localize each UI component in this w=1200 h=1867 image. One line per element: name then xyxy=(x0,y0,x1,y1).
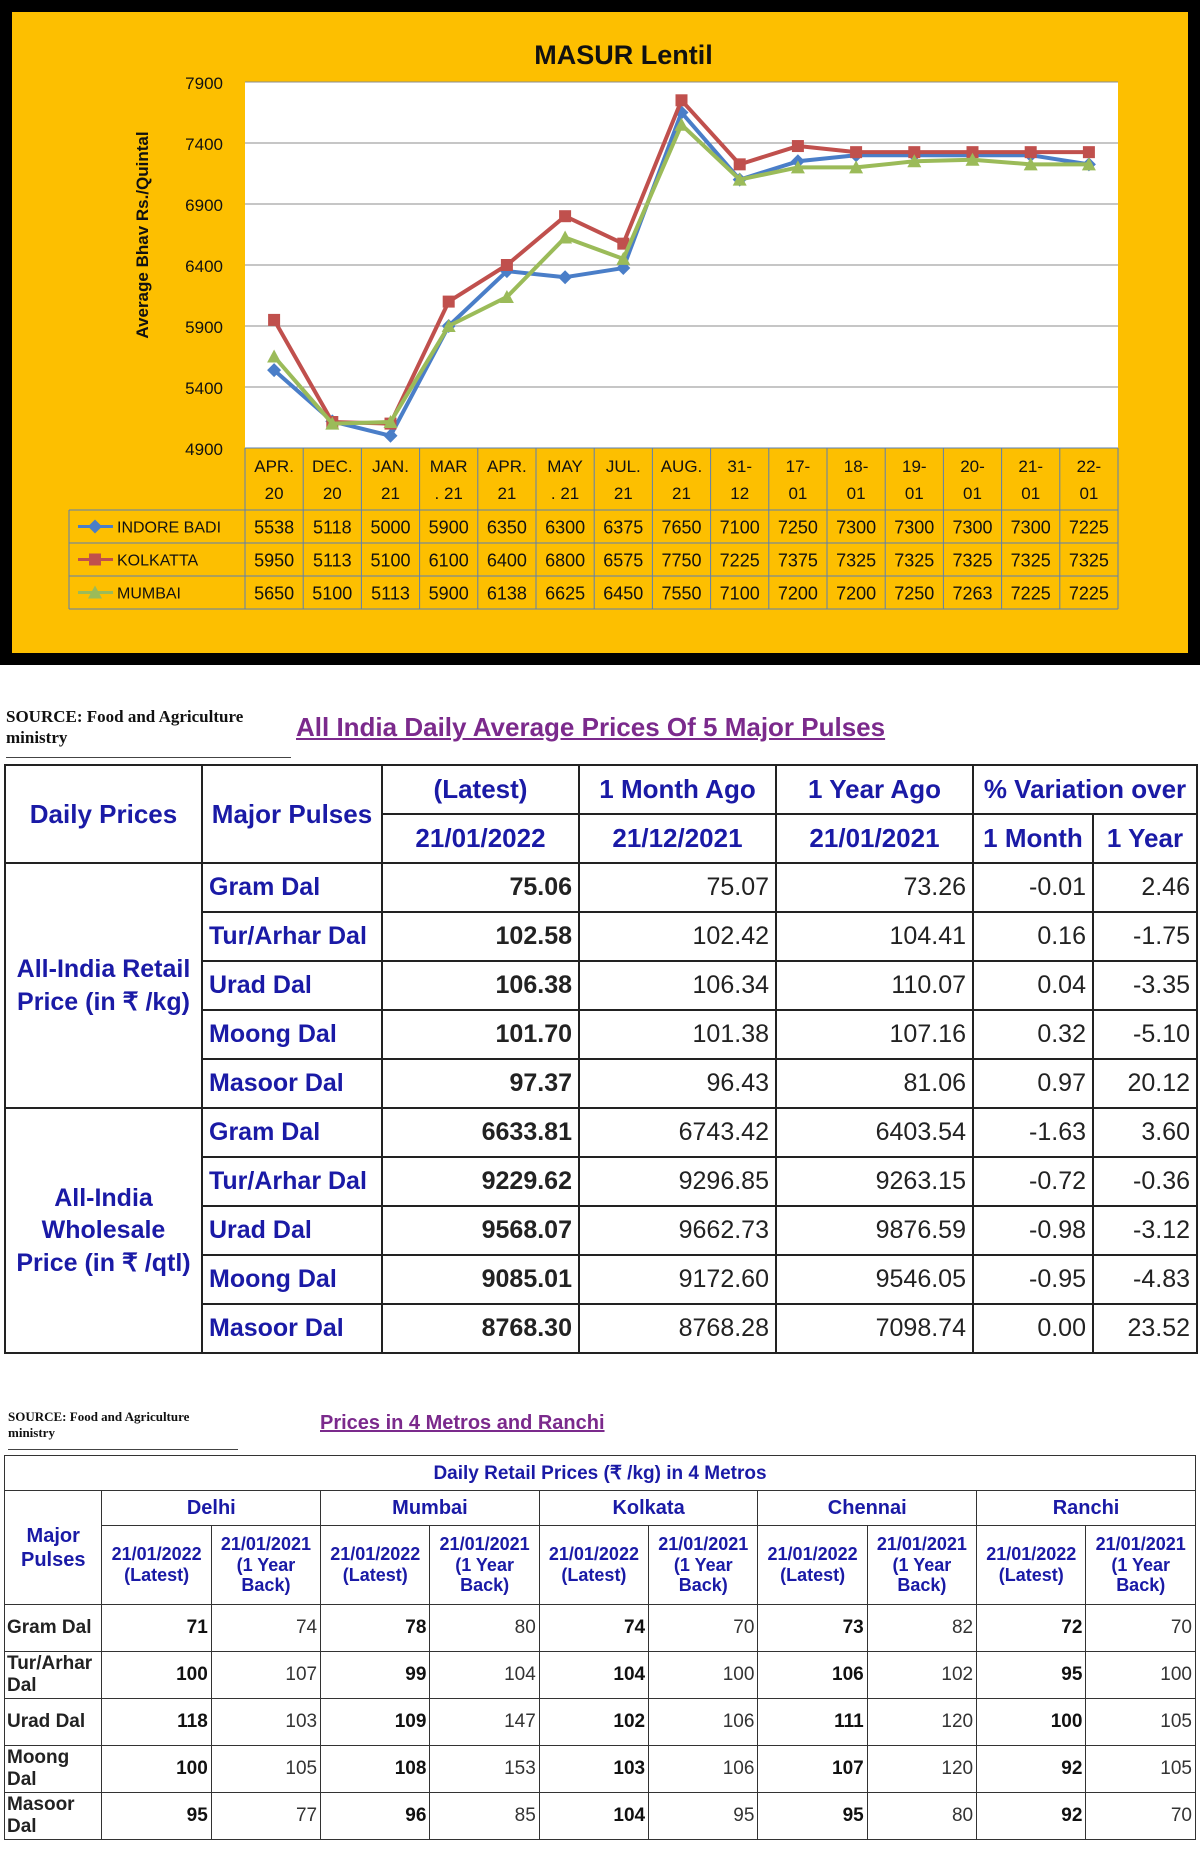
x-tick-label: . 21 xyxy=(434,484,463,503)
data-table-value: 7263 xyxy=(952,583,993,604)
header-line: 21/01/2021 xyxy=(220,1533,311,1554)
header-line: Back) xyxy=(460,1575,510,1596)
latest-price: 9229.62 xyxy=(382,1157,579,1206)
year-back-price: 120 xyxy=(867,1699,976,1746)
latest-price: 101.70 xyxy=(382,1010,579,1059)
variation-month: 0.16 xyxy=(973,912,1093,961)
year-back-date-header xyxy=(649,1526,758,1605)
year-back-date-header xyxy=(430,1526,539,1605)
data-point xyxy=(850,146,862,158)
year-ago-price: 81.06 xyxy=(776,1059,973,1108)
header-line: 21/01/2021 xyxy=(658,1533,749,1554)
header-line: (1 Year xyxy=(1111,1554,1171,1575)
data-point xyxy=(559,210,571,222)
latest-price: 73 xyxy=(758,1605,867,1652)
price-group-label: All-India Wholesale Price (in ₹ /qtl) xyxy=(5,1108,202,1353)
city-header: Delhi xyxy=(102,1491,321,1526)
latest-price: 103 xyxy=(539,1746,648,1793)
source-note-metros xyxy=(8,1409,189,1442)
source-line: ministry xyxy=(6,728,68,748)
variation-month: 0.00 xyxy=(973,1304,1093,1353)
latest-date-header xyxy=(758,1526,867,1605)
data-table-value: 7550 xyxy=(661,583,702,604)
x-tick-label: APR. xyxy=(254,457,294,476)
table-row xyxy=(5,1699,1196,1746)
source-line: SOURCE: Food and Agriculture xyxy=(6,707,244,726)
x-tick-label: . 21 xyxy=(550,484,580,503)
x-tick-label: 01 xyxy=(1021,484,1041,503)
latest-price: 8768.30 xyxy=(382,1304,579,1353)
source-line: ministry xyxy=(8,1425,55,1441)
year-back-price: 153 xyxy=(430,1746,539,1793)
year-back-price: 102 xyxy=(867,1652,976,1699)
x-tick-label: AUG. xyxy=(660,457,703,476)
year-back-price: 77 xyxy=(211,1793,320,1840)
data-point xyxy=(268,314,280,326)
data-table-value: 5900 xyxy=(428,583,469,604)
pulse-name: Urad Dal xyxy=(202,1206,382,1255)
legend-label: MUMBAI xyxy=(117,585,181,603)
x-tick-label: JAN. xyxy=(372,457,409,476)
x-tick-label: 01 xyxy=(846,484,866,503)
x-tick-label: JUL. xyxy=(605,457,641,476)
y-tick-label: 7400 xyxy=(185,135,223,154)
latest-price: 109 xyxy=(321,1699,430,1746)
latest-price: 78 xyxy=(321,1605,430,1652)
year-ago-price: 9546.05 xyxy=(776,1255,973,1304)
header-line: 21/01/2021 xyxy=(1095,1533,1186,1554)
variation-year: -3.35 xyxy=(1093,961,1197,1010)
header-daily-prices: Daily Prices xyxy=(5,765,202,863)
pulse-name: Masoor Dal xyxy=(5,1793,102,1840)
year-ago-price: 9876.59 xyxy=(776,1206,973,1255)
header-latest-date: 21/01/2022 xyxy=(382,814,579,863)
latest-price: 95 xyxy=(977,1652,1086,1699)
x-tick-label: 21 xyxy=(497,484,517,503)
legend-label: INDORE BADI xyxy=(117,519,222,537)
x-tick-label: 22- xyxy=(1076,457,1102,476)
month-ago-price: 6743.42 xyxy=(579,1108,776,1157)
latest-price: 6633.81 xyxy=(382,1108,579,1157)
data-point xyxy=(676,94,688,106)
data-table-value: 7325 xyxy=(836,550,877,571)
data-table-value: 7325 xyxy=(1010,550,1051,571)
header-line: (Latest) xyxy=(124,1565,190,1585)
latest-price: 95 xyxy=(102,1793,211,1840)
year-back-price: 100 xyxy=(649,1652,758,1699)
x-tick-label: APR. xyxy=(487,457,527,476)
variation-year: -5.10 xyxy=(1093,1010,1197,1059)
chart-area xyxy=(12,12,1188,653)
chart-title: MASUR Lentil xyxy=(534,40,713,70)
data-point xyxy=(792,140,804,152)
x-tick-label: 01 xyxy=(1079,484,1099,503)
pulse-name: Tur/Arhar Dal xyxy=(202,1157,382,1206)
y-tick-label: 6400 xyxy=(185,257,223,276)
data-table-value: 7300 xyxy=(894,517,935,538)
x-tick-label: 20 xyxy=(322,484,342,503)
data-table-value: 7250 xyxy=(894,583,935,604)
pulse-name: Urad Dal xyxy=(5,1699,102,1746)
x-tick-label: 17- xyxy=(785,457,811,476)
source-note-pulses xyxy=(6,706,243,749)
month-ago-price: 102.42 xyxy=(579,912,776,961)
latest-price: 95 xyxy=(758,1793,867,1840)
header-line: 21/01/2022 xyxy=(330,1544,421,1565)
y-tick-label: 4900 xyxy=(185,440,223,459)
header-line: 21/01/2022 xyxy=(767,1544,858,1565)
year-back-price: 105 xyxy=(1086,1746,1196,1793)
pulse-name: Masoor Dal xyxy=(202,1059,382,1108)
x-tick-label: 01 xyxy=(904,484,924,503)
data-table-value: 7100 xyxy=(719,517,760,538)
year-back-price: 100 xyxy=(1086,1652,1196,1699)
data-table-value: 5100 xyxy=(312,583,353,604)
year-back-price: 120 xyxy=(867,1746,976,1793)
header-latest: (Latest) xyxy=(382,765,579,814)
latest-price: 96 xyxy=(321,1793,430,1840)
table-row xyxy=(5,1793,1196,1840)
year-back-price: 105 xyxy=(211,1746,320,1793)
x-tick-label: 31- xyxy=(727,457,752,476)
year-back-price: 106 xyxy=(649,1699,758,1746)
variation-month: -0.98 xyxy=(973,1206,1093,1255)
data-table-value: 7300 xyxy=(952,517,993,538)
data-point xyxy=(501,259,513,271)
data-table-value: 6375 xyxy=(603,517,644,538)
x-tick-label: 20- xyxy=(960,457,985,476)
chart-panel xyxy=(0,0,1200,665)
header-line: (1 Year xyxy=(673,1554,733,1575)
data-table-value: 6575 xyxy=(603,550,644,571)
latest-date-header xyxy=(321,1526,430,1605)
data-table-value: 7375 xyxy=(777,550,818,571)
city-header: Chennai xyxy=(758,1491,977,1526)
latest-price: 111 xyxy=(758,1699,867,1746)
city-header: Mumbai xyxy=(321,1491,540,1526)
latest-price: 102 xyxy=(539,1699,648,1746)
latest-price: 102.58 xyxy=(382,912,579,961)
year-back-price: 70 xyxy=(649,1605,758,1652)
year-back-price: 85 xyxy=(430,1793,539,1840)
variation-year: -0.36 xyxy=(1093,1157,1197,1206)
pulse-name: Moong Dal xyxy=(202,1255,382,1304)
data-table-value: 6300 xyxy=(545,517,586,538)
source-line: SOURCE: Food and Agriculture xyxy=(8,1409,190,1424)
data-table-value: 5113 xyxy=(312,550,352,571)
header-var-month: 1 Month xyxy=(973,814,1093,863)
latest-price: 100 xyxy=(977,1699,1086,1746)
latest-price: 92 xyxy=(977,1746,1086,1793)
latest-price: 99 xyxy=(321,1652,430,1699)
variation-year: 23.52 xyxy=(1093,1304,1197,1353)
variation-year: 2.46 xyxy=(1093,863,1197,912)
table-row xyxy=(5,1746,1196,1793)
header-line: (1 Year xyxy=(236,1554,296,1575)
pulse-name: Gram Dal xyxy=(202,1108,382,1157)
data-table-value: 7200 xyxy=(836,583,877,604)
year-ago-price: 73.26 xyxy=(776,863,973,912)
header-year-date: 21/01/2021 xyxy=(776,814,973,863)
data-table-value: 7250 xyxy=(777,517,818,538)
x-tick-label: 12 xyxy=(730,484,750,503)
variation-year: -3.12 xyxy=(1093,1206,1197,1255)
latest-price: 72 xyxy=(977,1605,1086,1652)
city-header: Ranchi xyxy=(977,1491,1196,1526)
header-line: (1 Year xyxy=(892,1554,952,1575)
metros-price-table xyxy=(4,1455,1196,1840)
latest-date-header xyxy=(977,1526,1086,1605)
year-back-price: 107 xyxy=(211,1652,320,1699)
data-table-value: 7225 xyxy=(1068,583,1109,604)
variation-year: 3.60 xyxy=(1093,1108,1197,1157)
latest-price: 100 xyxy=(102,1746,211,1793)
latest-price: 74 xyxy=(539,1605,648,1652)
data-table-value: 7650 xyxy=(661,517,702,538)
year-back-price: 106 xyxy=(649,1746,758,1793)
masur-lentil-chart xyxy=(12,12,1188,653)
header-line: Back) xyxy=(678,1575,728,1596)
x-tick-label: 21- xyxy=(1018,457,1043,476)
data-table-value: 6625 xyxy=(545,583,586,604)
metros-caption: Daily Retail Prices (₹ /kg) in 4 Metros xyxy=(5,1456,1196,1491)
year-ago-price: 110.07 xyxy=(776,961,973,1010)
latest-price: 106.38 xyxy=(382,961,579,1010)
pulse-name: Gram Dal xyxy=(202,863,382,912)
data-table-value: 5000 xyxy=(370,517,411,538)
header-line: (1 Year xyxy=(455,1554,514,1575)
header-line: 21/01/2022 xyxy=(111,1544,202,1565)
year-ago-price: 9263.15 xyxy=(776,1157,973,1206)
data-table-value: 7325 xyxy=(952,550,993,571)
table-row xyxy=(5,1605,1196,1652)
data-point xyxy=(1083,146,1095,158)
data-table-value: 6350 xyxy=(486,517,527,538)
data-table-value: 7300 xyxy=(836,517,877,538)
latest-price: 104 xyxy=(539,1793,648,1840)
year-back-price: 70 xyxy=(1086,1605,1196,1652)
variation-month: -0.72 xyxy=(973,1157,1093,1206)
pulse-name: Tur/Arhar Dal xyxy=(5,1652,102,1699)
year-back-price: 80 xyxy=(430,1605,539,1652)
variation-year: -4.83 xyxy=(1093,1255,1197,1304)
header-year-ago: 1 Year Ago xyxy=(776,765,973,814)
data-table-value: 7300 xyxy=(1010,517,1051,538)
data-table-value: 5113 xyxy=(371,583,410,604)
header-line: (Latest) xyxy=(561,1565,627,1585)
city-header: Kolkata xyxy=(539,1491,758,1526)
variation-year: -1.75 xyxy=(1093,912,1197,961)
latest-price: 108 xyxy=(321,1746,430,1793)
year-back-price: 80 xyxy=(867,1793,976,1840)
data-table-value: 7325 xyxy=(894,550,935,571)
header-line: 21/01/2021 xyxy=(876,1533,967,1554)
table-row xyxy=(5,863,1197,912)
latest-price: 92 xyxy=(977,1793,1086,1840)
latest-price: 71 xyxy=(102,1605,211,1652)
latest-price: 9085.01 xyxy=(382,1255,579,1304)
year-ago-price: 6403.54 xyxy=(776,1108,973,1157)
header-line: 21/01/2021 xyxy=(439,1533,530,1554)
month-ago-price: 96.43 xyxy=(579,1059,776,1108)
latest-date-header xyxy=(102,1526,211,1605)
header-major-pulses: Major Pulses xyxy=(202,765,382,863)
y-tick-label: 7900 xyxy=(185,74,223,93)
y-tick-label: 5900 xyxy=(185,318,223,337)
variation-month: 0.32 xyxy=(973,1010,1093,1059)
header-line: (Latest) xyxy=(998,1565,1064,1585)
data-table-value: 7200 xyxy=(777,583,818,604)
header-major-pulses: Major Pulses xyxy=(5,1491,102,1605)
data-table-value: 5100 xyxy=(370,550,411,571)
x-tick-label: 21 xyxy=(613,484,633,503)
header-month-date: 21/12/2021 xyxy=(579,814,776,863)
x-tick-label: 21 xyxy=(672,484,691,503)
variation-month: 0.04 xyxy=(973,961,1093,1010)
header-month-ago: 1 Month Ago xyxy=(579,765,776,814)
variation-month: -0.95 xyxy=(973,1255,1093,1304)
metros-section-title[interactable]: Prices in 4 Metros and Ranchi xyxy=(320,1412,605,1434)
y-tick-label: 5400 xyxy=(185,379,223,398)
latest-date-header xyxy=(539,1526,648,1605)
latest-price: 118 xyxy=(102,1699,211,1746)
header-line: (Latest) xyxy=(780,1565,846,1585)
year-back-price: 105 xyxy=(1086,1699,1196,1746)
legend-label: KOLKATTA xyxy=(117,552,199,570)
x-tick-label: 21 xyxy=(381,484,400,503)
month-ago-price: 106.34 xyxy=(579,961,776,1010)
month-ago-price: 9662.73 xyxy=(579,1206,776,1255)
y-axis-label: Average Bhav Rs./Quintal xyxy=(133,131,152,339)
data-table-value: 7225 xyxy=(719,550,760,571)
latest-price: 75.06 xyxy=(382,863,579,912)
data-table-value: 6138 xyxy=(486,583,527,604)
data-point xyxy=(1025,146,1037,158)
year-back-date-header xyxy=(867,1526,976,1605)
latest-price: 97.37 xyxy=(382,1059,579,1108)
table-row xyxy=(5,1108,1197,1157)
x-tick-label: MAY xyxy=(547,457,583,476)
variation-month: -1.63 xyxy=(973,1108,1093,1157)
source-divider xyxy=(8,1449,238,1450)
pulse-name: Moong Dal xyxy=(202,1010,382,1059)
x-tick-label: 19- xyxy=(902,457,927,476)
header-line: Back) xyxy=(1116,1575,1166,1596)
year-back-price: 82 xyxy=(867,1605,976,1652)
pulse-name: Gram Dal xyxy=(5,1605,102,1652)
year-back-price: 95 xyxy=(649,1793,758,1840)
header-line: Back) xyxy=(241,1575,291,1596)
latest-price: 106 xyxy=(758,1652,867,1699)
pulses-section-title[interactable]: All India Daily Average Prices Of 5 Major Pulses xyxy=(296,712,886,742)
pulses-price-table xyxy=(4,764,1198,1354)
pulse-name: Tur/Arhar Dal xyxy=(202,912,382,961)
data-table-value: 7325 xyxy=(1068,550,1109,571)
y-tick-label: 6900 xyxy=(185,196,223,215)
year-back-price: 70 xyxy=(1086,1793,1196,1840)
data-table-value: 6800 xyxy=(545,550,586,571)
month-ago-price: 8768.28 xyxy=(579,1304,776,1353)
header-line: 21/01/2022 xyxy=(986,1544,1077,1565)
month-ago-price: 101.38 xyxy=(579,1010,776,1059)
year-ago-price: 107.16 xyxy=(776,1010,973,1059)
year-back-price: 103 xyxy=(211,1699,320,1746)
price-group-label: All-India Retail Price (in ₹ /kg) xyxy=(5,863,202,1108)
x-tick-label: 20 xyxy=(264,484,284,503)
year-back-date-header xyxy=(211,1526,320,1605)
variation-month: -0.01 xyxy=(973,863,1093,912)
latest-price: 9568.07 xyxy=(382,1206,579,1255)
header-line: Back) xyxy=(897,1575,947,1596)
year-back-price: 147 xyxy=(430,1699,539,1746)
table-row xyxy=(5,1652,1196,1699)
year-back-price: 74 xyxy=(211,1605,320,1652)
data-table-value: 6450 xyxy=(603,583,644,604)
x-tick-label: MAR xyxy=(429,457,468,476)
variation-year: 20.12 xyxy=(1093,1059,1197,1108)
month-ago-price: 9172.60 xyxy=(579,1255,776,1304)
x-tick-label: 18- xyxy=(843,457,869,476)
data-table-value: 5538 xyxy=(254,517,295,538)
x-tick-label: 01 xyxy=(788,484,808,503)
data-table-value: 5900 xyxy=(428,517,469,538)
x-tick-label: 01 xyxy=(963,484,982,503)
data-table-value: 6400 xyxy=(486,550,527,571)
month-ago-price: 75.07 xyxy=(579,863,776,912)
latest-price: 104 xyxy=(539,1652,648,1699)
year-ago-price: 104.41 xyxy=(776,912,973,961)
data-point xyxy=(443,296,455,308)
x-tick-label: DEC. xyxy=(311,457,353,476)
data-table-value: 7100 xyxy=(719,583,760,604)
source-divider xyxy=(6,757,291,758)
data-table-value: 5118 xyxy=(312,517,352,538)
variation-month: 0.97 xyxy=(973,1059,1093,1108)
pulse-name: Moong Dal xyxy=(5,1746,102,1793)
header-line: (Latest) xyxy=(342,1565,408,1585)
data-point xyxy=(89,554,101,566)
data-table-value: 7225 xyxy=(1068,517,1109,538)
month-ago-price: 9296.85 xyxy=(579,1157,776,1206)
header-variation: % Variation over xyxy=(973,765,1197,814)
header-line: 21/01/2022 xyxy=(548,1544,639,1565)
data-table-value: 5650 xyxy=(254,583,295,604)
pulse-name: Masoor Dal xyxy=(202,1304,382,1353)
data-point xyxy=(88,520,102,534)
data-point xyxy=(734,158,746,170)
header-var-year: 1 Year xyxy=(1093,814,1197,863)
data-table-value: 7225 xyxy=(1010,583,1051,604)
data-table-value: 5950 xyxy=(254,550,295,571)
year-ago-price: 7098.74 xyxy=(776,1304,973,1353)
year-back-date-header xyxy=(1086,1526,1196,1605)
data-table-value: 7750 xyxy=(661,550,702,571)
pulse-name: Urad Dal xyxy=(202,961,382,1010)
latest-price: 100 xyxy=(102,1652,211,1699)
year-back-price: 104 xyxy=(430,1652,539,1699)
latest-price: 107 xyxy=(758,1746,867,1793)
data-table-value: 6100 xyxy=(428,550,469,571)
